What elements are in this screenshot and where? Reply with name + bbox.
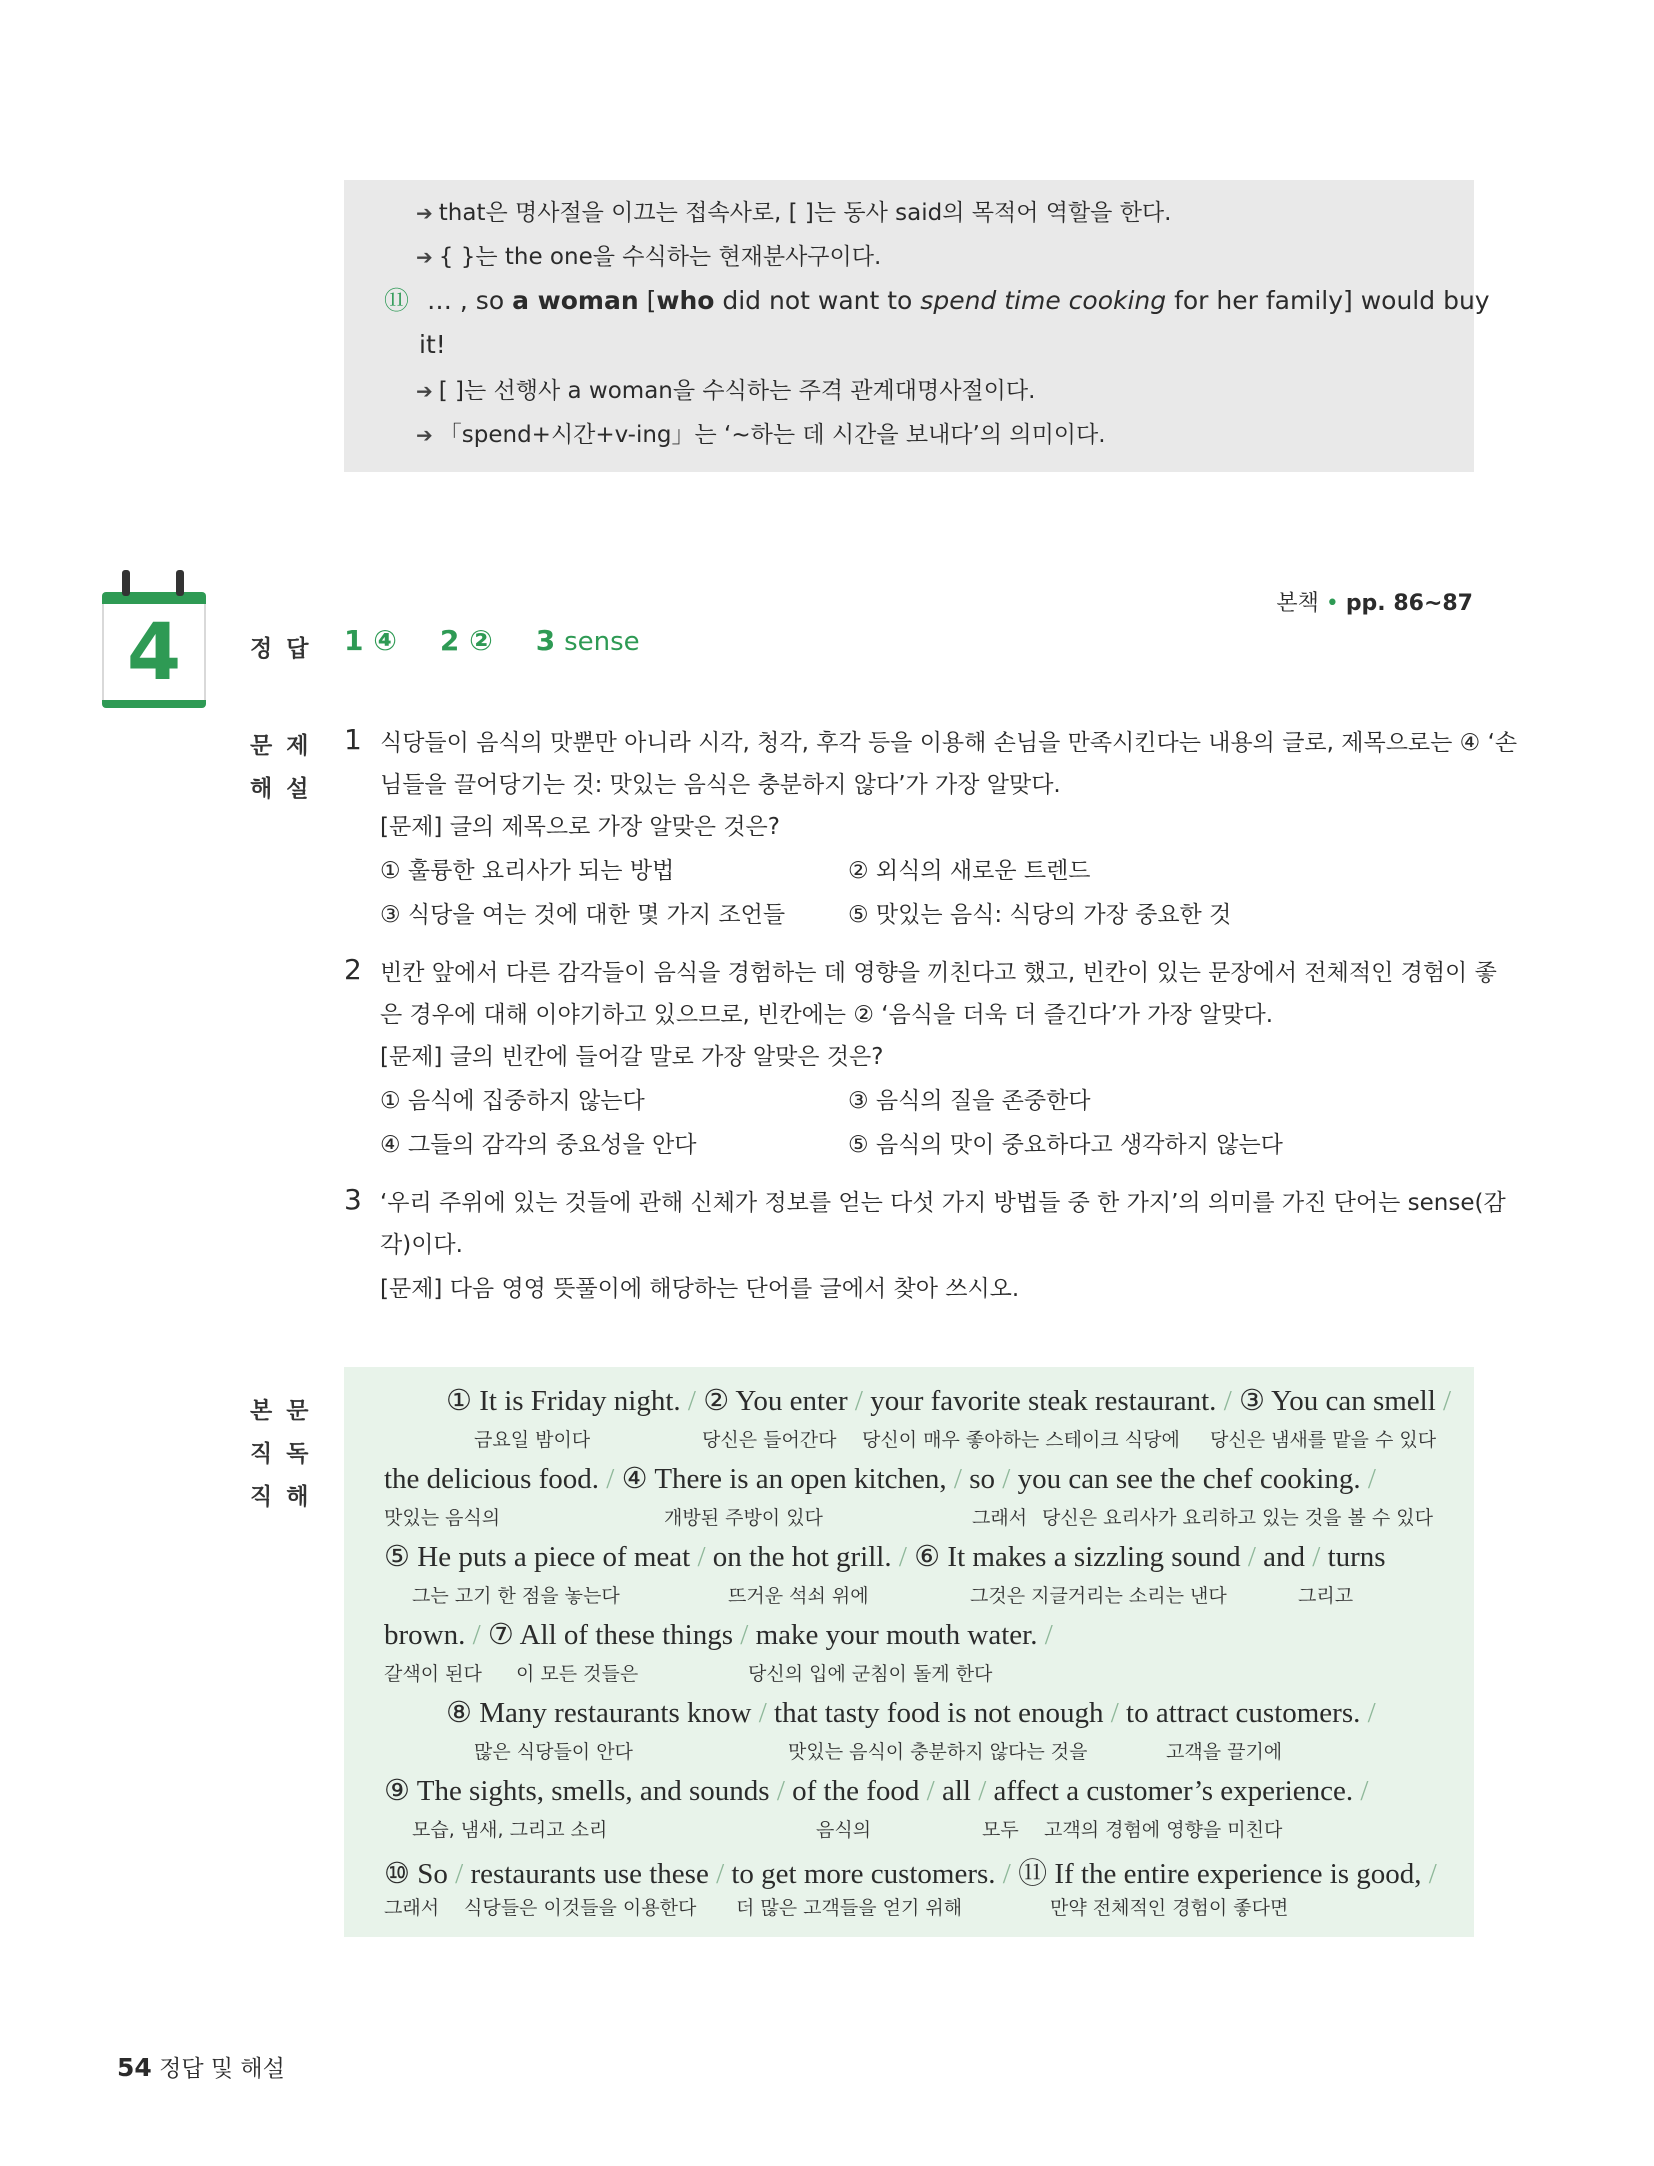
reading-row-4: brown. / ⑦ All of these things / make your mouth water. / [384,1619,1053,1651]
translation: 그래서 [384,1897,440,1919]
q2-option-5: ⑤ 음식의 맛이 중요하다고 생각하지 않는다 [848,1132,1283,1158]
translation: 그것은 지글거리는 소리는 낸다 [970,1585,1227,1607]
page-number: 54 [117,2053,152,2082]
grammar-line-5: ➔ [ ]는 선행사 a woman을 수식하는 주격 관계대명사절이다. [416,378,1036,404]
q1-line-2: 님들을 끌어당기는 것: 맛있는 음식은 충분하지 않다’가 가장 알맞다. [380,772,1061,798]
grammar-sentence-11-cont: it! [419,330,446,359]
q2-option-4: ④ 그들의 감각의 중요성을 안다 [380,1132,697,1158]
translation: 갈색이 된다 [384,1663,482,1685]
arrow-icon: ➔ [416,245,433,269]
page-footer [117,2050,285,2083]
answer-2: 2 ② [439,624,493,657]
question-number-3: 3 [344,1183,362,1216]
translation: 많은 식당들이 안다 [474,1741,633,1763]
translation: 맛있는 음식이 충분하지 않다는 것을 [788,1741,1088,1763]
translation: 음식의 [816,1819,872,1841]
answers-line [344,624,640,657]
reading-label-3: 직해 [250,1484,323,1510]
answer-1: 1 ④ [344,624,397,657]
reading-row-6: ⑨ The sights, smells, and sounds / of the food / all / affect a customer’s experience. / [384,1775,1369,1807]
translation: 고객을 끌기에 [1166,1741,1283,1763]
direct-reading-box [344,1367,1474,1937]
q1-option-3: ③ 식당을 여는 것에 대한 몇 가지 조언들 [380,902,786,928]
translation: 이 모든 것들은 [516,1663,639,1685]
question-number-2: 2 [344,953,362,986]
q1-option-5: ⑤ 맛있는 음식: 식당의 가장 중요한 것 [848,902,1232,928]
translation: 모두 [982,1819,1019,1841]
q1-option-2: ② 외식의 새로운 트렌드 [848,858,1091,884]
translation: 당신은 냄새를 맡을 수 있다 [1210,1429,1437,1451]
grammar-line-1: ➔ that은 명사절을 이끄는 접속사로, [ ]는 동사 said의 목적어 역할을 한다. [416,200,1172,226]
translation: 그래서 [972,1507,1028,1529]
translation: 뜨거운 석쇠 위에 [728,1585,869,1607]
reading-row-3: ⑤ He puts a piece of meat / on the hot grill. / ⑥ It makes a sizzling sound / and / turns [384,1541,1386,1573]
sentence-number: ⑪ [384,286,410,315]
reading-row-7: ⑩ So / restaurants use these / to get more customers. / ⑪ If the entire experience is good, / [384,1858,1437,1890]
translation: 맛있는 음식의 [384,1507,501,1529]
reading-row-2: the delicious food. / ④ There is an open kitchen, / so / you can see the chef cooking. / [384,1463,1376,1495]
reading-label-1: 본문 [250,1398,323,1424]
translation: 개방된 주방이 있다 [664,1507,823,1529]
answer-3-number: 3 [535,624,556,657]
translation: 그리고 [1298,1585,1354,1607]
footer-title: 정답 및 해설 [159,2056,285,2082]
arrow-icon: ➔ [416,423,433,447]
explain-label-1: 문제 [250,733,323,759]
translation: 당신은 들어간다 [702,1429,837,1451]
q1-option-1: ① 훌륭한 요리사가 되는 방법 [380,858,675,884]
question-number-1: 1 [344,723,362,756]
answers-label: 정답 [250,636,323,662]
q1-question: [문제] 글의 제목으로 가장 알맞은 것은? [380,814,780,840]
grammar-line-6: ➔ 「spend+시간+v-ing」는 ‘~하는 데 시간을 보내다’의 의미이다. [416,422,1106,448]
translation: 그는 고기 한 점을 놓는다 [412,1585,620,1607]
translation: 식당들은 이것들을 이용한다 [464,1897,697,1919]
grammar-sentence-11: ⑪ … , so a woman [who did not want to spend time cooking for her family] would buy [384,286,1490,315]
explain-label-2: 해설 [250,776,323,802]
page-reference: 본책 • pp. 86~87 [1276,591,1473,616]
q1-line-1: 식당들이 음식의 맛뿐만 아니라 시각, 청각, 후각 등을 이용해 손님을 만족시킨다는 내용의 글로, 제목으로는 ④ ‘손 [380,730,1518,756]
unit-number-badge [102,570,206,712]
answer-3: sense [564,627,640,657]
translation: 만약 전체적인 경험이 좋다면 [1050,1897,1289,1919]
q2-option-3: ③ 음식의 질을 존중한다 [848,1088,1091,1114]
q2-question: [문제] 글의 빈칸에 들어갈 말로 가장 알맞은 것은? [380,1044,884,1070]
q2-line-2: 은 경우에 대해 이야기하고 있으므로, 빈칸에는 ② ‘음식을 더욱 더 즐긴다’가 가장 알맞다. [380,1002,1274,1028]
translation: 당신이 매우 좋아하는 스테이크 식당에 [862,1429,1180,1451]
grammar-line-2: ➔ { }는 the one을 수식하는 현재분사구이다. [416,244,882,270]
q2-option-1: ① 음식에 집중하지 않는다 [380,1088,645,1114]
translation: 더 많은 고객들을 얻기 위해 [736,1897,963,1919]
translation: 고객의 경험에 영향을 미친다 [1044,1819,1283,1841]
calendar-ring-icon [176,570,184,596]
unit-number: 4 [126,608,182,698]
translation: 금요일 밤이다 [474,1429,591,1451]
translation: 당신은 요리사가 요리하고 있는 것을 볼 수 있다 [1042,1507,1434,1529]
q3-line-1: ‘우리 주위에 있는 것들에 관해 신체가 정보를 얻는 다섯 가지 방법들 중 한 가지’의 의미를 가진 단어는 sense(감 [380,1190,1506,1216]
grammar-note-box [344,180,1490,472]
reading-row-1: ① It is Friday night. / ② You enter / your favorite steak restaurant. / ③ You can smell / [446,1385,1452,1417]
reading-row-5: ⑧ Many restaurants know / that tasty food is not enough / to attract customers. / [446,1697,1376,1729]
reading-label-2: 직독 [250,1441,323,1467]
translation: 당신의 입에 군침이 돌게 한다 [748,1663,993,1685]
arrow-icon: ➔ [416,379,433,403]
q3-line-2: 각)이다. [380,1232,463,1258]
translation: 모습, 냄새, 그리고 소리 [412,1819,608,1841]
q3-question: [문제] 다음 영영 뜻풀이에 해당하는 단어를 글에서 찾아 쓰시오. [380,1276,1020,1302]
arrow-icon: ➔ [416,201,433,225]
q2-line-1: 빈칸 앞에서 다른 감각들이 음식을 경험하는 데 영향을 끼친다고 했고, 빈칸이 있는 문장에서 전체적인 경험이 좋 [380,960,1497,986]
calendar-ring-icon [122,570,130,596]
